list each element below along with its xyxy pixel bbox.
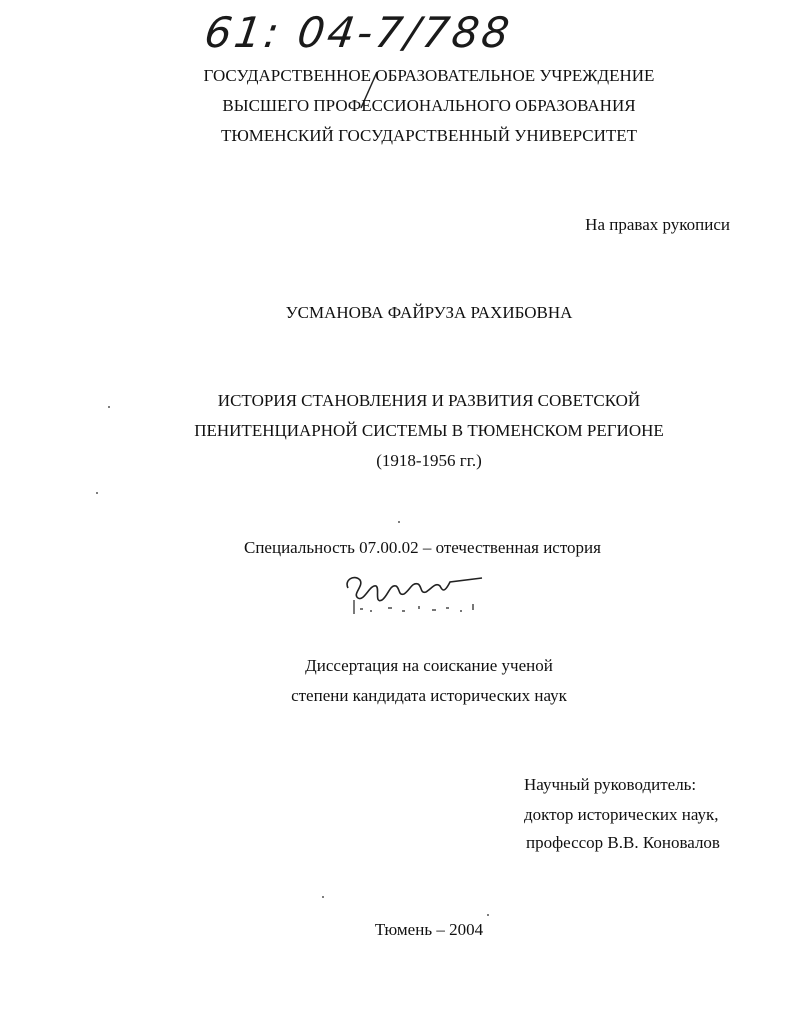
supervisor-label: Научный руководитель: xyxy=(524,775,697,794)
signature-icon xyxy=(340,560,490,620)
supervisor-name: профессор В.В. Коновалов xyxy=(526,833,720,852)
scan-speck xyxy=(96,492,98,494)
institution-line-2: ВЫСШЕГО ПРОФЕССИОНАЛЬНОГО ОБРАЗОВАНИЯ xyxy=(222,96,636,115)
dissertation-line-1: Диссертация на соискание ученой xyxy=(305,656,553,675)
scan-speck xyxy=(398,521,400,523)
archive-stamp: 61: 04-7/788 xyxy=(201,8,516,57)
title-years: (1918-1956 гг.) xyxy=(376,451,482,470)
title-line-2: ПЕНИТЕНЦИАРНОЙ СИСТЕМЫ В ТЮМЕНСКОМ РЕГИОНЕ xyxy=(194,421,664,440)
dissertation-line-2: степени кандидата исторических наук xyxy=(291,686,567,705)
scan-speck xyxy=(108,406,110,408)
scan-speck xyxy=(322,896,324,898)
institution-line-3: ТЮМЕНСКИЙ ГОСУДАРСТВЕННЫЙ УНИВЕРСИТЕТ xyxy=(220,126,638,145)
institution-line-1: ГОСУДАРСТВЕННОЕ ОБРАЗОВАТЕЛЬНОЕ УЧРЕЖДЕНИЕ xyxy=(203,66,655,85)
manuscript-note: На правах рукописи xyxy=(585,215,730,234)
scan-speck xyxy=(487,914,489,916)
author-name: УСМАНОВА ФАЙРУЗА РАХИБОВНА xyxy=(285,303,573,322)
specialty: Специальность 07.00.02 – отечественная история xyxy=(244,538,601,557)
place-year: Тюмень – 2004 xyxy=(374,920,484,939)
supervisor-degree: доктор исторических наук, xyxy=(524,805,719,824)
title-line-1: ИСТОРИЯ СТАНОВЛЕНИЯ И РАЗВИТИЯ СОВЕТСКОЙ xyxy=(217,391,641,410)
